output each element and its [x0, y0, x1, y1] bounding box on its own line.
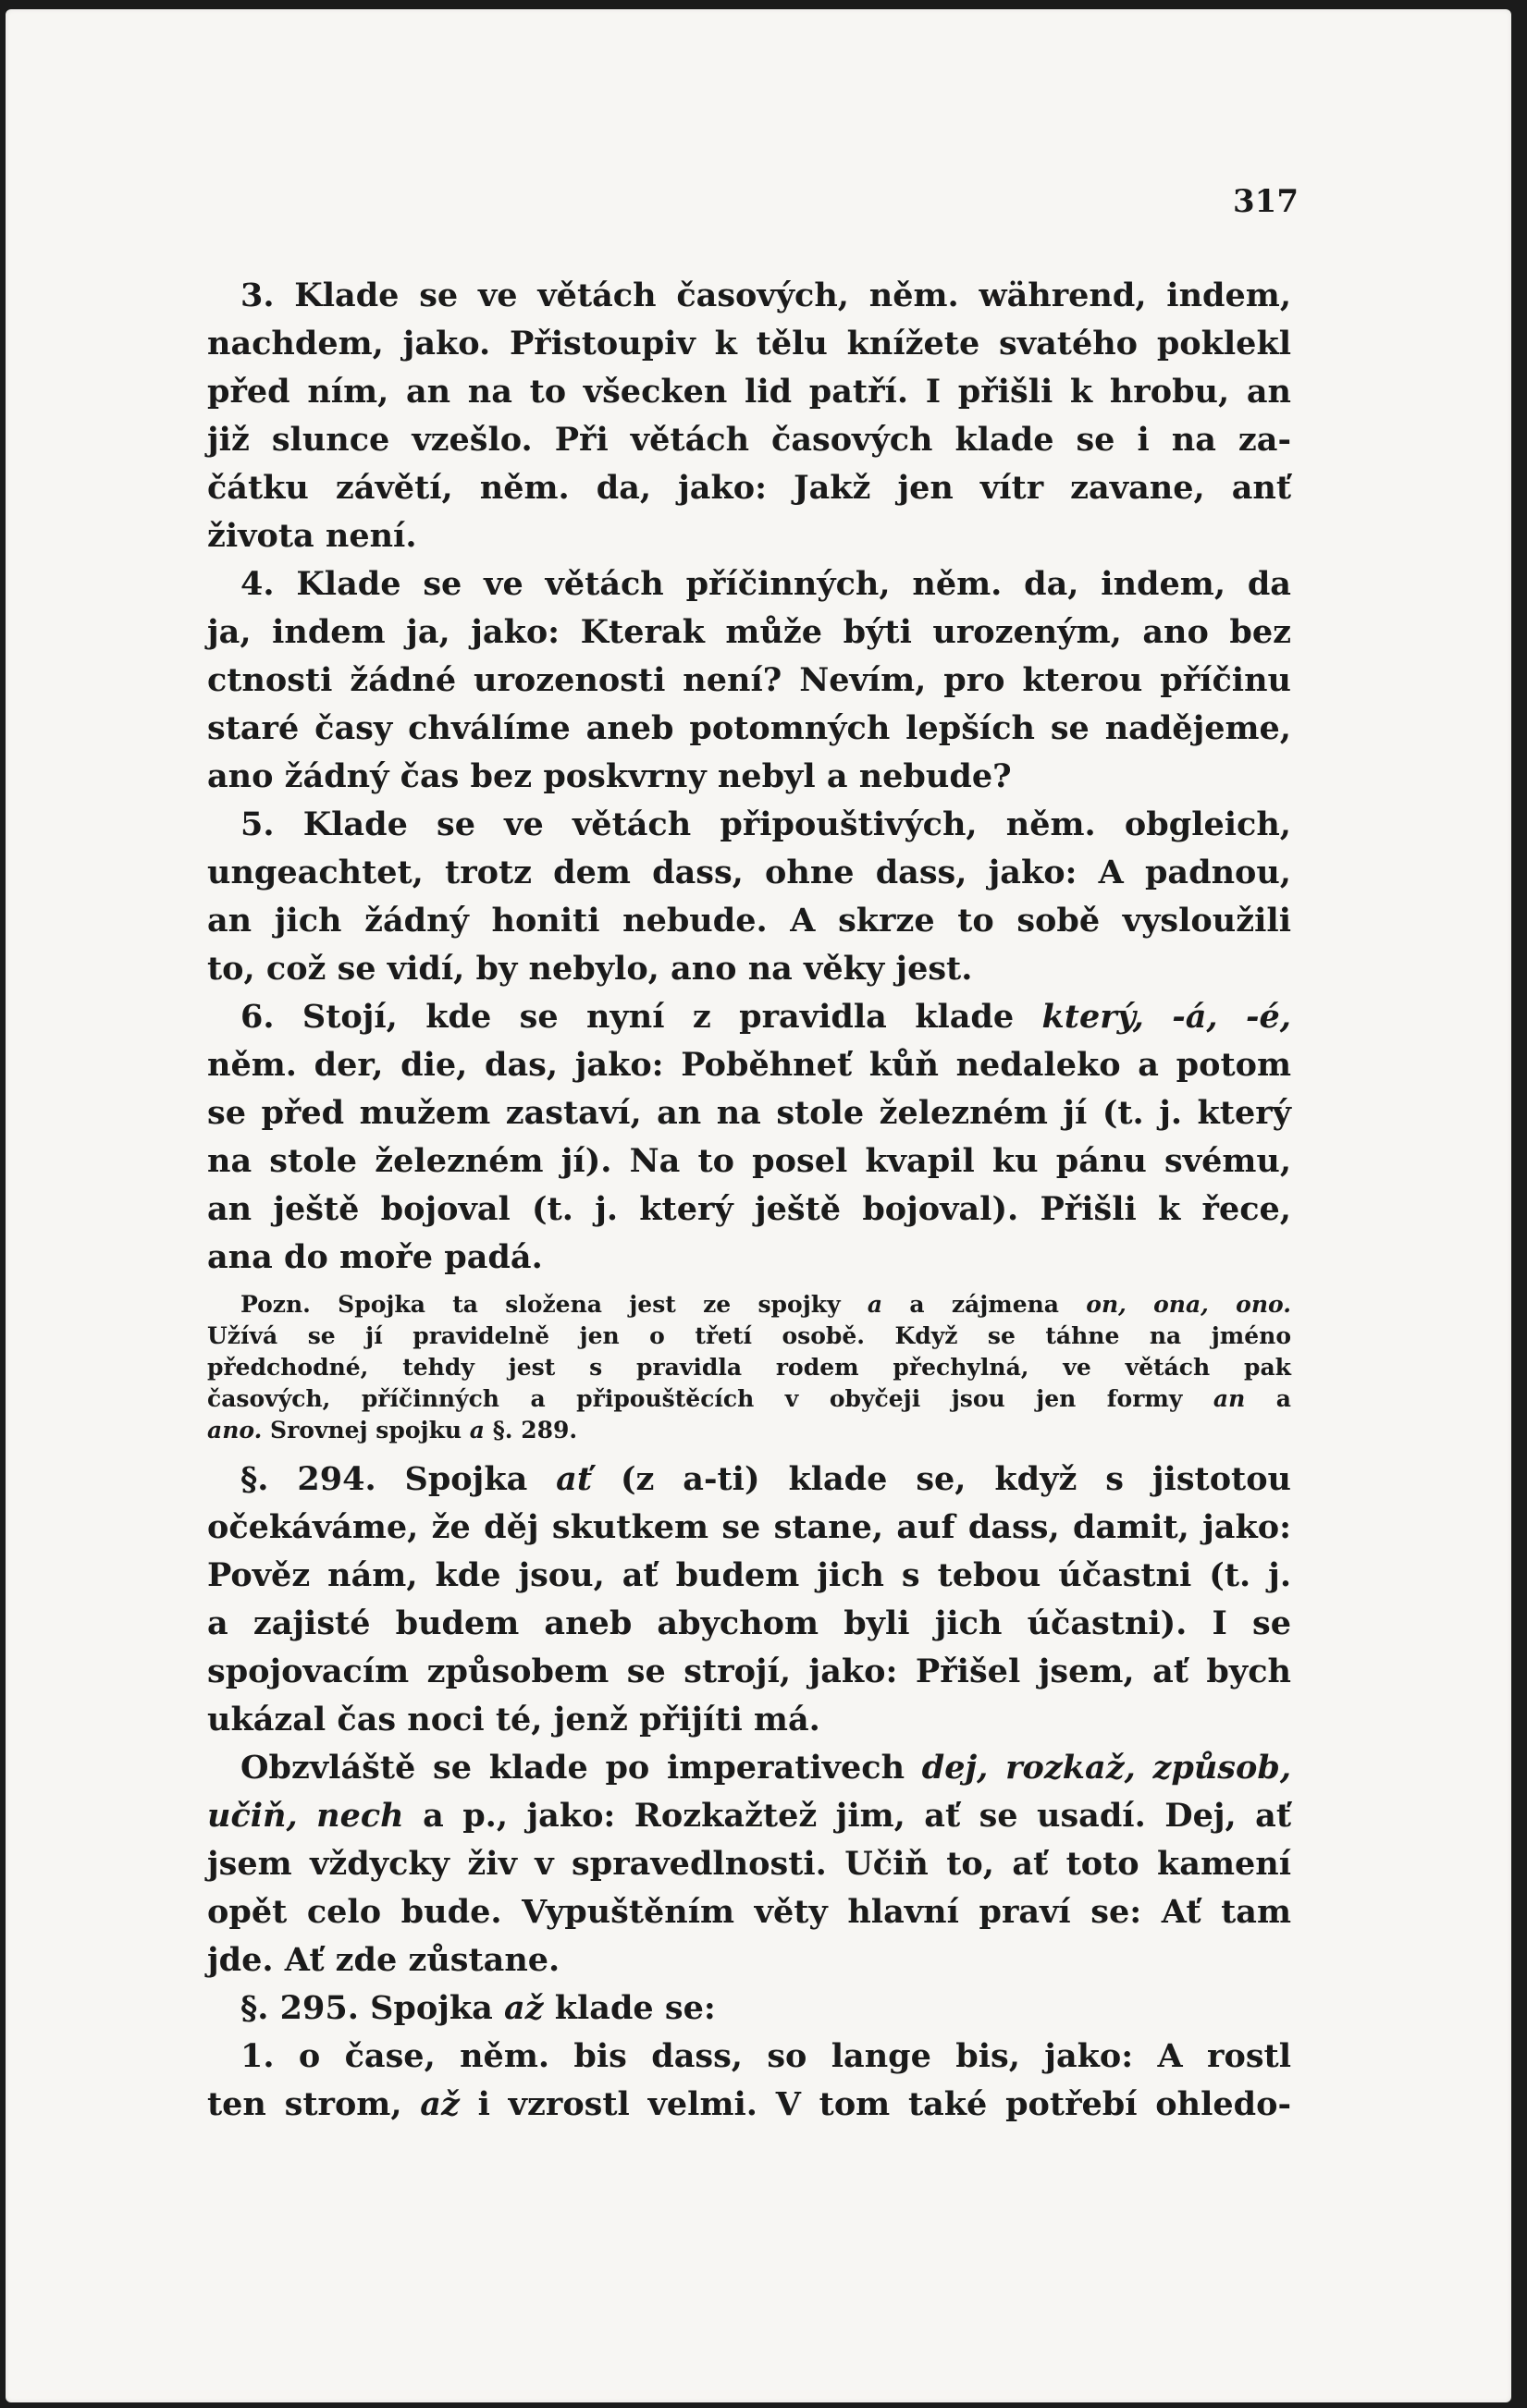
page-number: 317 — [1233, 183, 1299, 220]
note-line: předchodné, tehdy jest s pravidla rodem přechylná, ve větách pak — [207, 1354, 1291, 1381]
text-run: Pozn. Spojka ta složena jest ze spojky — [240, 1291, 841, 1318]
text-line — [207, 1744, 1291, 1792]
note-line: Užívá se jí pravidelně jen o třetí osobě. Když se táhne na jméno — [207, 1322, 1291, 1349]
text-line: 4. Klade se ve větách příčinných, něm. da, indem, da — [240, 565, 1291, 603]
text-run: 6. Stojí, kde se nyní z pravidla klade — [240, 998, 1015, 1036]
italic-run: až — [420, 2085, 460, 2123]
note-line — [207, 1289, 1291, 1321]
text-line: čátku závětí, něm. da, jako: Jakž jen vítr zavane, anť — [207, 469, 1291, 507]
text-line: staré časy chválíme aneb potomných lepších se nadějeme, — [207, 709, 1291, 747]
text-line: před ním, an na to všecken lid patří. I přišli k hrobu, an — [207, 373, 1291, 411]
text-run: §. 295. Spojka — [240, 1989, 493, 2027]
text-line: ungeachtet, trotz dem dass, ohne dass, jako: A padnou, — [207, 854, 1291, 891]
text-run: Obzvláště se klade po imperativech — [240, 1749, 905, 1787]
text-line: jde. Ať zde zůstane. — [207, 1941, 560, 1979]
text-line: něm. der, die, das, jako: Poběhneť kůň nedaleko a potom — [207, 1046, 1291, 1084]
text-line — [207, 993, 1291, 1041]
text-line: očekáváme, že děj skutkem se stane, auf dass, damit, jako: — [207, 1508, 1291, 1546]
section-294-295 — [207, 1456, 1291, 2129]
text-run: a — [1275, 1385, 1291, 1412]
text-line: an ještě bojoval (t. j. který ještě bojoval). Přišli k řece, — [207, 1190, 1291, 1228]
text-line: ukázal čas noci té, jenž přijíti má. — [207, 1701, 820, 1738]
text-line: spojovacím způsobem se strojí, jako: Přišel jsem, ať bych — [207, 1652, 1291, 1690]
note-line — [207, 1383, 1291, 1415]
text-run: §. 294. Spojka — [240, 1460, 528, 1498]
text-run: (z a-ti) klade se, když s jistotou — [620, 1460, 1292, 1498]
text-run: a p., jako: Rozkažtež jim, ať se usadí. Dej, ať — [423, 1797, 1291, 1835]
text-run: Srovnej spojku — [270, 1417, 462, 1444]
text-line: Pověz nám, kde jsou, ať budem jich s tebou účastni (t. j. — [207, 1556, 1291, 1594]
italic-run: ano. — [207, 1417, 263, 1444]
text-line: ja, indem ja, jako: Kterak může býti urozeným, ano bez — [207, 613, 1291, 651]
text-line — [207, 1792, 1291, 1840]
text-line: 5. Klade se ve větách připouštivých, něm. obgleich, — [240, 805, 1291, 843]
text-line: opět celo bude. Vypuštěním věty hlavní praví se: Ať tam — [207, 1893, 1291, 1931]
italic-run: který, -á, -é, — [1041, 998, 1291, 1036]
text-run: i vzrostl velmi. V tom také potřebí ohledo- — [477, 2085, 1291, 2123]
italic-run: a — [867, 1291, 883, 1318]
note-line — [207, 1415, 1291, 1446]
text-line — [207, 1984, 1291, 2033]
text-run: ten strom, — [207, 2085, 402, 2123]
text-line: již slunce vzešlo. Při větách časových klade se i na za- — [207, 421, 1291, 459]
text-line: jsem vždycky živ v spravedlnosti. Učiň to, ať toto kamení — [207, 1845, 1291, 1883]
italic-run: an — [1213, 1385, 1246, 1412]
text-line: an jich žádný honiti nebude. A skrze to sobě vysloužili — [207, 902, 1291, 940]
page — [6, 9, 1511, 2402]
footnote — [207, 1289, 1291, 1446]
text-run: §. 289. — [492, 1417, 578, 1444]
text-line: ana do moře padá. — [207, 1238, 543, 1276]
italic-run: ať — [556, 1460, 593, 1498]
italic-run: a — [469, 1417, 485, 1444]
page-text — [207, 272, 1291, 2129]
italic-run: on, ona, ono. — [1086, 1291, 1291, 1318]
text-line: to, což se vidí, by nebylo, ano na věky jest. — [207, 950, 973, 988]
text-line: 1. o čase, něm. bis dass, so lange bis, jako: A rostl — [240, 2037, 1291, 2075]
text-line: na stole železném jí). Na to posel kvapil ku pánu svému, — [207, 1142, 1291, 1180]
text-run: časových, příčinných a připouštěcích v obyčeji jsou jen formy — [207, 1385, 1183, 1412]
text-line: 3. Klade se ve větách časových, něm. während, indem, — [240, 276, 1291, 314]
italic-run: až — [503, 1989, 544, 2027]
text-line — [207, 1456, 1291, 1504]
text-line: ctnosti žádné urozenosti není? Nevím, pro kterou příčinu — [207, 661, 1291, 699]
text-line: ano žádný čas bez poskvrny nebyl a nebude? — [207, 757, 1012, 795]
text-line: se před mužem zastaví, an na stole železném jí (t. j. který — [207, 1094, 1291, 1132]
text-run: klade se: — [554, 1989, 716, 2027]
text-line: a zajisté budem aneb abychom byli jich účastni). I se — [207, 1604, 1291, 1642]
italic-run: dej, rozkaž, způsob, — [921, 1749, 1292, 1787]
text-line — [207, 2081, 1291, 2129]
text-run: a zájmena — [909, 1291, 1060, 1318]
italic-run: učiň, nech — [207, 1797, 404, 1835]
section-3-6 — [207, 272, 1291, 1282]
text-line: života není. — [207, 517, 417, 555]
text-line: nachdem, jako. Přistoupiv k tělu knížete svatého poklekl — [207, 325, 1291, 362]
